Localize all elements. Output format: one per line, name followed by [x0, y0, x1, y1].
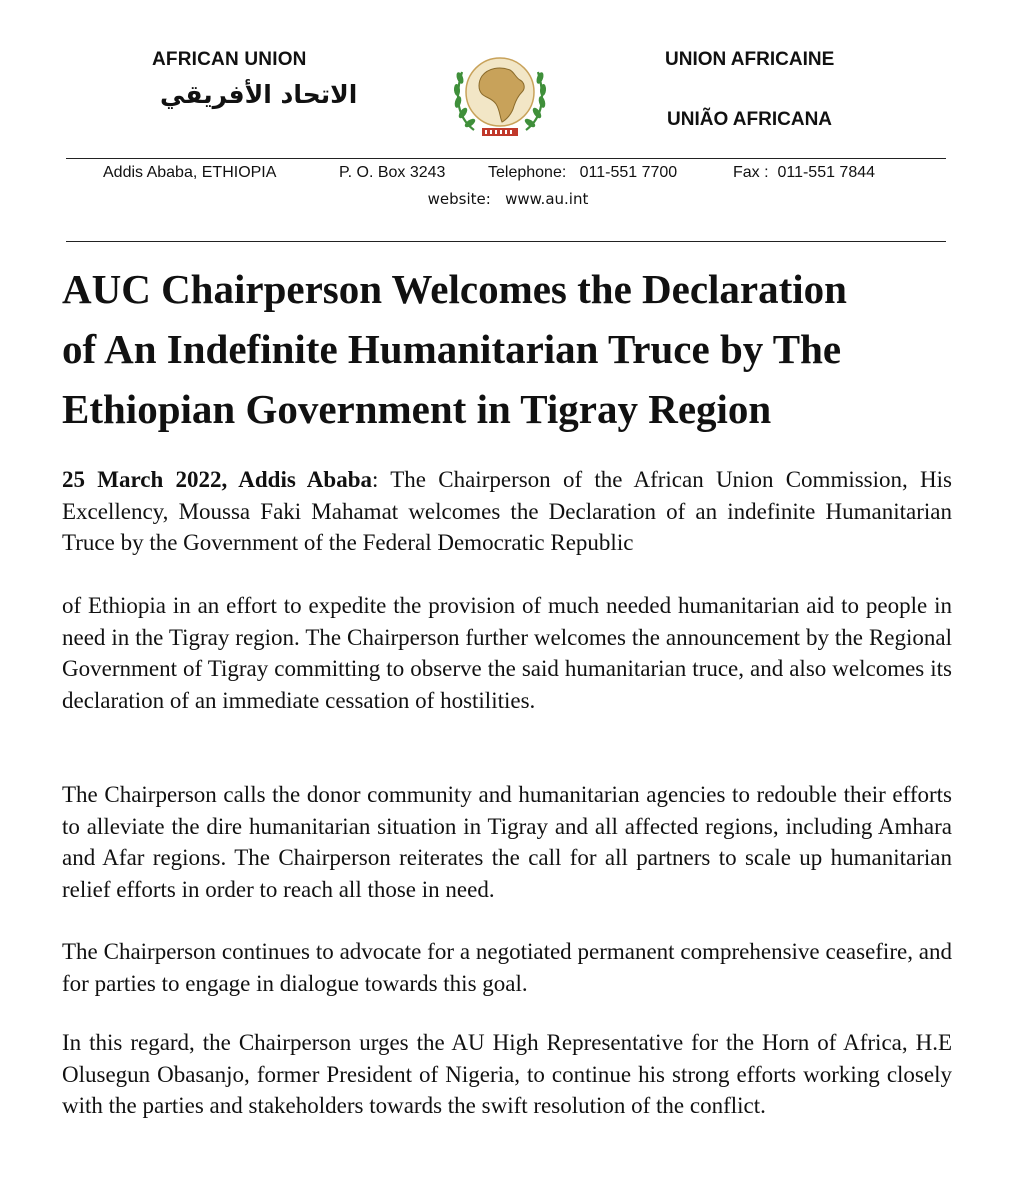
org-name-english: AFRICAN UNION: [152, 49, 307, 70]
paragraph-4: The Chairperson continues to advocate for a negotiated permanent comprehensive ceasefire, and for parties to engage in dialogue towards this goal.: [62, 939, 952, 996]
title-line-1: AUC Chairperson Welcomes the Declaration: [62, 266, 847, 312]
african-union-emblem-icon: [444, 48, 556, 148]
org-name-arabic: الاتحاد الأفريقي: [160, 80, 358, 109]
header-divider-bottom: [66, 241, 946, 242]
contact-po-box: P. O. Box 3243: [339, 164, 446, 181]
contact-fax: Fax : 011-551 7844: [733, 164, 876, 181]
header-divider-top: [66, 158, 946, 159]
org-name-french: UNION AFRICAINE: [665, 49, 835, 70]
dateline: 25 March 2022, Addis Ababa: [62, 467, 372, 492]
paragraph-5: In this regard, the Chairperson urges the AU High Representative for the Horn of Africa, H.E Olusegun Obasanjo, former President of Nigeria, to continue his strong efforts working closely with the parties and stakeholders towards the swift resolution of the conflict.: [62, 1030, 952, 1118]
contact-website: website: www.au.int: [427, 190, 589, 208]
page-title: [62, 259, 962, 439]
paragraph-2: of Ethiopia in an effort to expedite the provision of much needed humanitarian aid to people in need in the Tigray region. The Chairperson further welcomes the announcement by the Regional Government of Tigray committing to observe the said humanitarian truce, and also welcomes its declaration of an immediate cessation of hostilities.: [62, 593, 952, 713]
paragraph-intro: [62, 464, 952, 559]
title-line-2: of An Indefinite Humanitarian Truce by The: [62, 326, 842, 372]
contact-line: [0, 164, 1016, 272]
letterhead: [0, 0, 1016, 245]
contact-telephone: Telephone: 011-551 7700: [488, 164, 678, 181]
paragraph-intro-text: : The Chairperson of the African Union Commission, His Excellency, Moussa Faki Mahamat welcomes the Declaration of an indefinite Humanitarian Truce by the Government of the Federal Democratic Republic: [62, 467, 952, 555]
paragraph-3: The Chairperson calls the donor community and humanitarian agencies to redouble their efforts to alleviate the dire humanitarian situation in Tigray and all affected regions, including Amhara and Afar regions. The Chairperson reiterates the call for all partners to scale up humanitarian relief efforts in order to reach all those in need.: [62, 782, 952, 902]
org-name-portuguese: UNIÃO AFRICANA: [667, 109, 833, 130]
contact-address: Addis Ababa, ETHIOPIA: [103, 164, 277, 181]
title-line-3: Ethiopian Government in Tigray Region: [62, 386, 772, 432]
